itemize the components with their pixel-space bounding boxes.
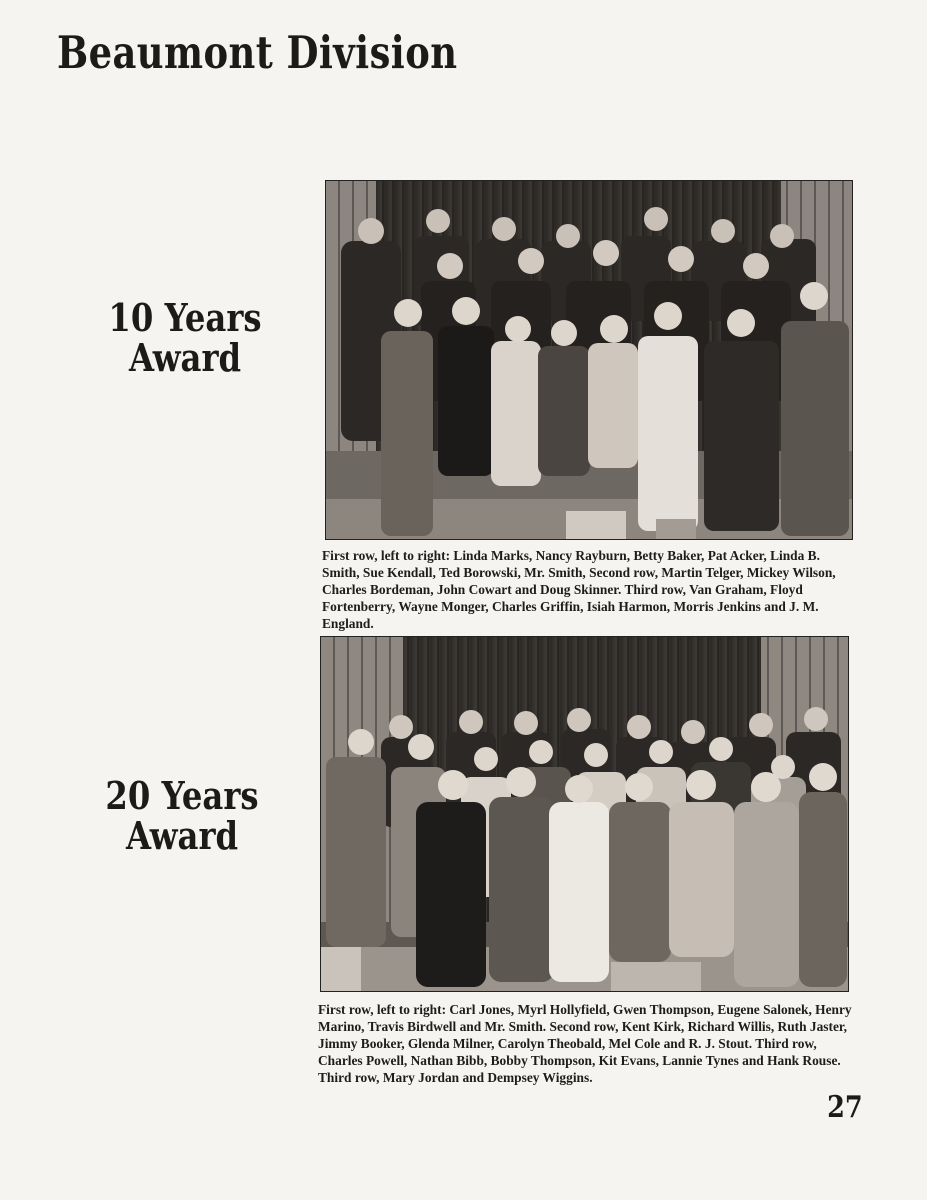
group-photo-20-years-image <box>321 637 848 991</box>
page-number: 27 <box>827 1090 863 1125</box>
photo-caption-20-years: First row, left to right: Carl Jones, Myrl Hollyfield, Gwen Thompson, Eugene Salonek, Henry Marino, Travis Birdwell and Mr. Smith. Second row, Kent Kirk, Richard Willis, Ruth Jaster, Jimmy Booker, Glenda Milner, Carolyn Theobald, Mel Cole and R. J. Stout. Third row, Charles Powell, Nathan Bibb, Bobby Thompson, Kit Evans, Lannie Tynes and Hank Rouse. Third row, Mary Jordan and Dempsey Wiggins. <box>318 1002 852 1085</box>
award-label-20-years <box>76 773 289 858</box>
group-photo-10-years-image <box>326 181 852 539</box>
page-title: Beaumont Division <box>57 26 458 79</box>
award-label-line1: 20 Years <box>105 773 259 818</box>
group-photo-10-years <box>325 180 853 540</box>
award-label-10-years <box>79 295 292 380</box>
group-photo-20-years <box>320 636 849 992</box>
award-label-line2: Award <box>125 813 239 858</box>
photo-caption-10-years: First row, left to right: Linda Marks, Nancy Rayburn, Betty Baker, Pat Acker, Linda B. Smith, Sue Kendall, Ted Borowski, Mr. Smith, Second row, Martin Telger, Mickey Wilson, Charles Bordeman, John Cowart and Doug Skinner. Third row, Van Graham, Floyd Fortenberry, Wayne Monger, Charles Griffin, Isiah Harmon, Morris Jenkins and J. M. England. <box>322 548 836 631</box>
award-label-line1: 10 Years <box>108 295 262 340</box>
award-label-line2: Award <box>128 335 242 380</box>
